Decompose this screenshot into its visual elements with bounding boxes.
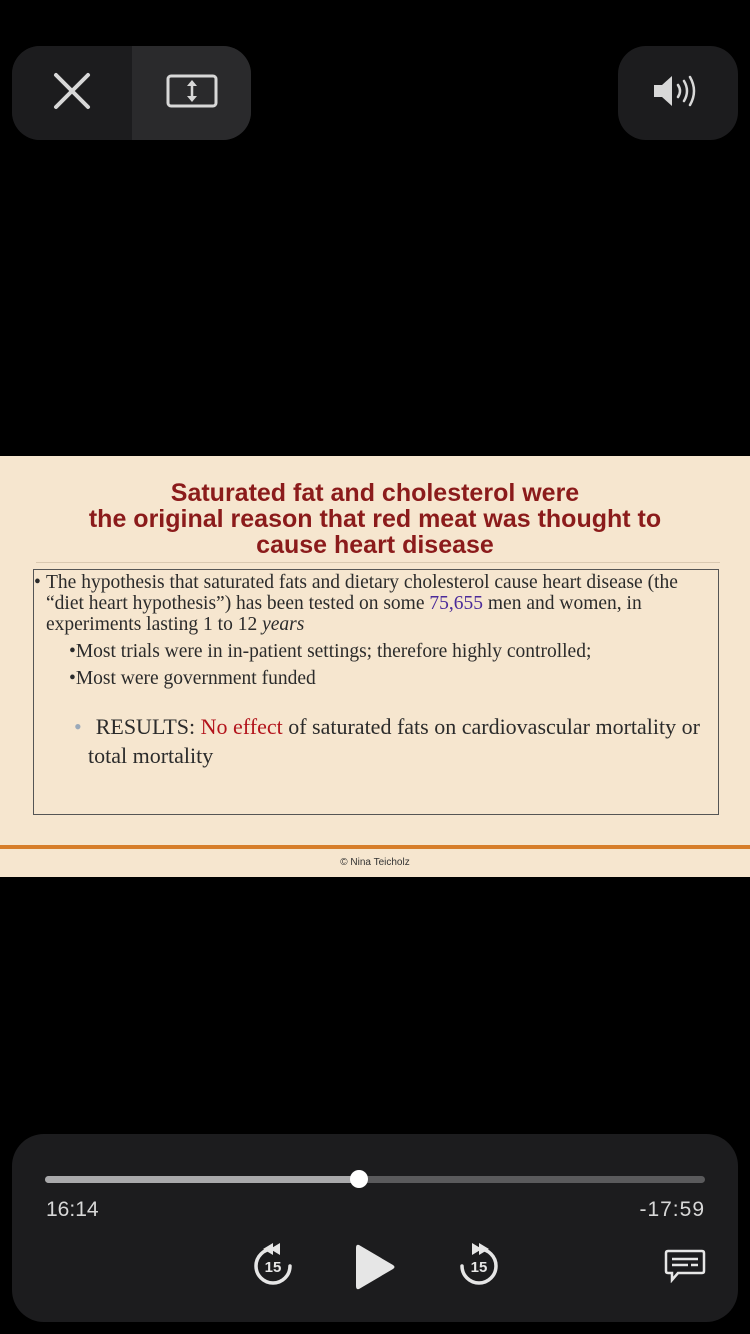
skip-back-15-icon: [248, 1240, 298, 1290]
sub-bullet-1-text: Most trials were in in-patient settings; therefore highly controlled;: [75, 641, 592, 662]
participant-count: 75,655: [429, 593, 484, 614]
progress-fill: [45, 1176, 359, 1183]
main-bullet-text-b: men and women, in experiments lasting 1 to 12: [46, 593, 642, 635]
skip-back-seconds: 15: [264, 1258, 282, 1276]
sub-bullet-list: [69, 638, 591, 692]
subtitles-icon: [664, 1249, 706, 1283]
skip-forward-15-icon: [454, 1240, 504, 1290]
sub-bullet-2-text: Most were government funded: [75, 668, 316, 689]
subtitles-button[interactable]: [664, 1248, 706, 1284]
results-rest: of saturated fats on cardiovascular mortality or total mortality: [88, 714, 700, 768]
close-button[interactable]: [12, 46, 132, 140]
sub-bullet-2: •Most were government funded: [69, 668, 316, 689]
results-bullet: [74, 712, 728, 770]
slide-title-line-3: cause heart disease: [256, 531, 494, 559]
volume-button[interactable]: [618, 46, 738, 140]
aspect-resize-button[interactable]: [132, 46, 251, 140]
slide-title-line-2: the original reason that red meat was thought to: [88, 505, 662, 533]
skip-forward-button[interactable]: [454, 1240, 504, 1290]
results-label: RESULTS:: [95, 714, 201, 739]
close-icon: [52, 71, 92, 116]
volume-icon: [652, 73, 704, 114]
main-bullet-italic: years: [262, 614, 305, 635]
title-separator: [36, 562, 720, 563]
time-elapsed: 16:14: [46, 1198, 99, 1221]
playback-controls-panel: [12, 1134, 738, 1322]
slide-title: [0, 480, 750, 558]
slide-title-line-1: Saturated fat and cholesterol were: [170, 479, 580, 507]
time-remaining: -17:59: [639, 1198, 705, 1221]
slide-content-box: [33, 569, 719, 815]
play-button[interactable]: [350, 1240, 400, 1294]
video-frame-slide: [0, 456, 750, 877]
bullet-dot-icon: •: [34, 572, 41, 593]
play-icon: [353, 1242, 397, 1292]
skip-forward-seconds: 15: [470, 1258, 488, 1276]
resize-vertical-icon: [166, 74, 218, 113]
progress-scrubber-handle[interactable]: [350, 1170, 368, 1188]
results-bullet-dot-icon: •: [74, 714, 82, 739]
top-left-controls: [12, 46, 251, 140]
sub-bullet-1: •Most trials were in in-patient settings; therefore highly controlled;: [69, 641, 592, 662]
slide-copyright: © Nina Teicholz: [340, 857, 410, 868]
skip-back-button[interactable]: [248, 1240, 298, 1290]
progress-bar[interactable]: [45, 1176, 705, 1183]
main-bullet-text-a: The hypothesis that saturated fats and dietary cholesterol cause heart disease (the “diet heart hypothesis”) has been tested on some: [46, 572, 678, 614]
main-bullet: [34, 570, 720, 635]
slide-footer-line: [0, 845, 750, 849]
results-highlight: No effect: [200, 714, 283, 739]
